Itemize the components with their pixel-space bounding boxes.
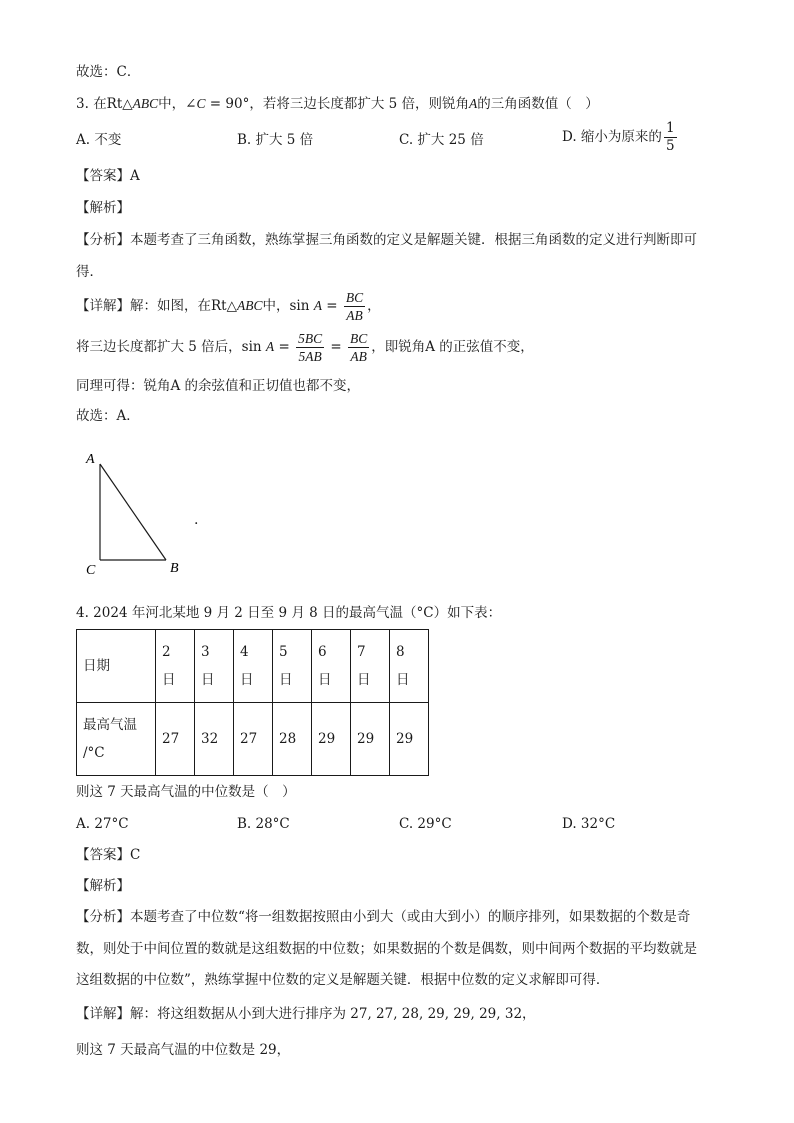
q4-option-a: A. 27°C [76, 816, 129, 832]
table-cell-temp: 27 [234, 703, 273, 776]
q3-line2-frac1-num: 5BC [298, 331, 323, 346]
day-unit: 日 [396, 672, 410, 688]
table-cell-temp: 29 [390, 703, 429, 776]
triangle-label-c: C [86, 563, 96, 578]
q3-fenxi [76, 230, 697, 250]
q4-option-d: D. 32°C [562, 816, 616, 832]
table-cell-day [390, 630, 429, 703]
q3-line2-eq2: = [326, 339, 346, 355]
triangle-figure [80, 446, 190, 580]
q3-detail-line3: 同理可得：锐角A 的余弦值和正切值也都不变， [76, 378, 361, 394]
q3-detail-eq: = [321, 298, 342, 314]
q4-fenxi-line1: 本题考查了中位数“将一组数据按照由小到大（或由大到小）的顺序排列，如果数据的个数是奇 [130, 909, 691, 925]
q4-answer [76, 845, 140, 865]
q3-line2-post: ，即锐角A 的正弦值不变， [371, 339, 534, 355]
q3-stem-eq: = 90°，若将三边长度都扩大 5 倍，则锐角 [205, 96, 469, 112]
day-number: 4 [240, 644, 249, 660]
triangle-label-a: A [86, 452, 95, 467]
table-cell-day [351, 630, 390, 703]
q3-detail-line4: 故选：A． [76, 408, 140, 424]
day-unit: 日 [318, 672, 332, 688]
q3-line2-frac2-num: BC [350, 331, 368, 346]
q3-detail-comma: ， [367, 298, 381, 314]
q4-answer-tag: 【答案】 [76, 847, 130, 863]
q3-fenxi-line1: 本题考查了三角函数，熟练掌握三角函数的定义是解题关键．根据三角函数的定义进行判断即可 [130, 232, 697, 248]
table-cell-day [234, 630, 273, 703]
q3-stem-abc: ABC [132, 96, 159, 111]
q3-fenxi-tag: 【分析】 [76, 232, 130, 248]
q2-conclusion: 故选：C． [76, 64, 141, 80]
triangle-label-b: B [170, 561, 179, 576]
q3-number: 3. [76, 96, 89, 112]
q4-fenxi-line2: 数，则处于中间位置的数就是这组数据的中位数；如果数据的个数是偶数，则中间两个数据的平均数就是 [76, 941, 697, 957]
q3-stem-mid: 中，∠ [158, 96, 197, 112]
q3-detail-tag: 【详解】 [76, 298, 130, 314]
q3-option-b: B. 扩大 5 倍 [237, 132, 314, 148]
table-cell-temp: 29 [312, 703, 351, 776]
q3-stem-a: A [469, 96, 478, 111]
q3-option-c: C. 扩大 25 倍 [399, 132, 484, 148]
q3-detail-abc: ABC [236, 298, 263, 313]
q3-line2-fraction-2 [348, 330, 369, 365]
temp-header-line1: 最高气温 [83, 717, 137, 733]
day-unit: 日 [357, 672, 371, 688]
q4-fenxi [76, 907, 690, 927]
q4-detail-tag: 【详解】 [76, 1006, 130, 1022]
q4-stem: 4. 2024 年河北某地 9 月 2 日至 9 月 8 日的最高气温（°C）如下表： [76, 605, 502, 621]
table-cell-temp: 29 [351, 703, 390, 776]
q4-answer-value: C [130, 847, 141, 863]
table-cell-day [312, 630, 351, 703]
day-unit: 日 [240, 672, 254, 688]
q4-detail [76, 1004, 536, 1024]
triangle-side-ab [100, 464, 166, 560]
table-header-date: 日期 [77, 630, 156, 703]
q3-stem-post: 的三角函数值（ ） [477, 96, 599, 112]
q3-answer-tag: 【答案】 [76, 168, 130, 184]
q3-option-a: A. 不变 [76, 132, 122, 148]
q3-stem-pre: 在Rt△ [93, 96, 133, 112]
q3-detail-line2 [76, 329, 534, 365]
table-cell-day [273, 630, 312, 703]
q3-detail-mid: 中，sin [262, 298, 310, 314]
q3-detail-fraction [344, 289, 365, 324]
temperature-table [76, 629, 429, 776]
q3-detail-pre: 解：如图，在Rt△ [130, 298, 237, 314]
q4-fenxi-line3: 这组数据的中位数”，熟练掌握中位数的定义是解题关键．根据中位数的定义求解即可得． [76, 972, 610, 988]
q3-line2-frac1-den: 5AB [298, 349, 322, 364]
q3-option-d-num: 1 [665, 120, 675, 136]
q3-option-d-label: D. 缩小为原来的 [562, 129, 662, 145]
q3-frac-num: BC [345, 290, 364, 305]
q4-option-b: B. 28°C [237, 816, 290, 832]
q4-question: 则这 7 天最高气温的中位数是（ ） [76, 784, 296, 800]
q3-answer-value: A [130, 168, 140, 184]
q3-detail-line1 [76, 288, 381, 324]
q4-option-c: C. 29°C [399, 816, 452, 832]
day-number: 3 [201, 644, 210, 660]
table-cell-temp: 27 [156, 703, 195, 776]
table-cell-day [156, 630, 195, 703]
q4-fenxi-tag: 【分析】 [76, 909, 130, 925]
day-number: 5 [279, 644, 288, 660]
q3-frac-den: AB [346, 308, 363, 323]
q3-stem-c: C [196, 96, 206, 111]
day-number: 6 [318, 644, 327, 660]
day-number: 7 [357, 644, 366, 660]
q4-detail-line1: 解：将这组数据从小到大进行排序为 27, 27, 28, 29, 29, 29, 32， [130, 1006, 536, 1022]
q3-line2-a: A [265, 339, 275, 354]
q3-analysis-tag: 【解析】 [76, 200, 130, 216]
q4-detail-line2: 则这 7 天最高气温的中位数是 29， [76, 1042, 291, 1058]
q3-detail-a: A [313, 298, 322, 313]
q3-fenxi-line2: 得． [76, 264, 103, 280]
day-unit: 日 [279, 672, 293, 688]
q3-option-d [562, 120, 679, 155]
table-cell-temp: 32 [195, 703, 234, 776]
q4-analysis-tag: 【解析】 [76, 878, 130, 894]
table-row-dates [77, 630, 429, 703]
q3-answer [76, 166, 140, 186]
day-unit: 日 [201, 672, 215, 688]
table-cell-day [195, 630, 234, 703]
q3-line2-fraction-1 [296, 330, 324, 365]
table-row-temps [77, 703, 429, 776]
day-number: 8 [396, 644, 405, 660]
q3-option-d-fraction [664, 120, 677, 155]
table-cell-temp: 28 [273, 703, 312, 776]
q3-option-d-den: 5 [665, 138, 675, 154]
q3-line2-pre: 将三边长度都扩大 5 倍后，sin [76, 339, 262, 355]
q3-line2-eq: = [274, 339, 295, 355]
temp-header-line2: /°C [83, 745, 105, 761]
q3-stem [76, 94, 599, 114]
table-header-temp [77, 703, 156, 776]
day-number: 2 [162, 644, 171, 660]
q3-line2-frac2-den: AB [350, 349, 367, 364]
day-unit: 日 [162, 672, 176, 688]
figure-dot: . [194, 512, 199, 528]
